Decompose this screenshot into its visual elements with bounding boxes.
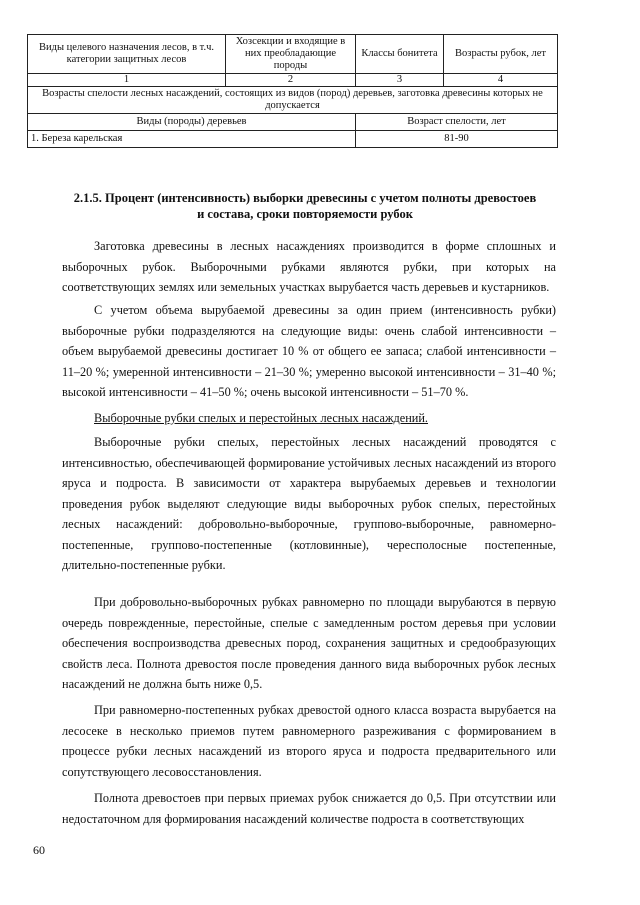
forest-table [27, 34, 558, 148]
span-cell: Возрасты спелости лесных насаждений, состоящих из видов (пород) деревьев, заготовка древесины которых не допускается [28, 87, 558, 114]
paragraph: При равномерно-постепенных рубках древостой одного класса возраста вырубается на лесосеке в несколько приемов путем равномерного разреживания с формированием в процессе рубки лесных насаждений из второго яруса и подроста предварительного или сопутствующего лесовосстановления. [62, 703, 556, 779]
table-header-row [28, 35, 558, 74]
subheader-cell: Виды (породы) деревьев [28, 114, 356, 131]
header-cell: Классы бонитета [356, 35, 444, 74]
paragraph: Заготовка древесины в лесных насаждениях производится в форме сплошных и выборочных рубок. Выборочными рубками являются рубки, при которых на соответствующих землях или земельных участках вырубается часть деревьев и кустарников. [62, 239, 556, 294]
subsection-title [62, 408, 556, 429]
number-cell: 4 [444, 74, 558, 87]
paragraph: С учетом объема вырубаемой древесины за один прием (интенсивность рубки) выборочные рубки подразделяются на следующие виды: очень слабой интенсивности – объем вырубаемой древесины достигает 10 % от общего ее запаса; слабой интенсивности – 11–20 %; умеренной интенсивности – 21–30 %; умеренно высокой интенсивности – 31–40 %; высокой интенсивности – 41–50 %; очень высокой интенсивности – 51–70 %. [62, 303, 556, 399]
number-cell: 2 [226, 74, 356, 87]
table-subheader-row [28, 114, 558, 131]
paragraph: Полнота древостоев при первых приемах рубок снижается до 0,5. При отсутствии или недостаточном для формирования насаждений количестве подроста в соответствующих [62, 791, 556, 826]
header-cell: Хозсекции и входящие в них преобладающие породы [226, 35, 356, 74]
header-cell: Возрасты рубок, лет [444, 35, 558, 74]
age-cell: 81-90 [356, 131, 558, 148]
table-number-row [28, 74, 558, 87]
paragraph: Выборочные рубки спелых, перестойных лесных насаждений проводятся с интенсивностью, обеспечивающей формирование устойчивых лесных насаждений из второго яруса и подроста. В зависимости от характера вырубаемых деревьев и технологии проведения рубок выделяют следующие виды выборочных рубок спелых, перестойных лесных насаждений: добровольно-выборочные, группово-выборочные, равномерно-постепенные, группово-постепенные (котловинные), чересполосные постепенные, длительно-постепенные рубки. [62, 435, 556, 572]
number-cell: 1 [28, 74, 226, 87]
subsection-title-text: Выборочные рубки спелых и перестойных лесных насаждений. [94, 411, 429, 425]
subheader-cell: Возраст спелости, лет [356, 114, 558, 131]
number-cell: 3 [356, 74, 444, 87]
section-heading: 2.1.5. Процент (интенсивность) выборки древесины с учетом полноты древостоев и состава, сроки повторяемости рубок [73, 191, 537, 222]
page-number: 60 [33, 843, 45, 857]
table-span-row [28, 87, 558, 114]
paragraph: При добровольно-выборочных рубках равномерно по площади вырубаются в первую очередь поврежденные, перестойные, спелые с замедленным ростом деревья при условии обеспечения воспроизводства древесных пород, сохранения защитных и средообразующих свойств леса. Полнота древостоя после проведения данного вида выборочных рубок лесных насаждений не должна быть ниже 0,5. [62, 595, 556, 691]
header-cell: Виды целевого назначения лесов, в т.ч. категории защитных лесов [28, 35, 226, 74]
species-cell: 1. Береза карельская [28, 131, 356, 148]
table-row [28, 131, 558, 148]
